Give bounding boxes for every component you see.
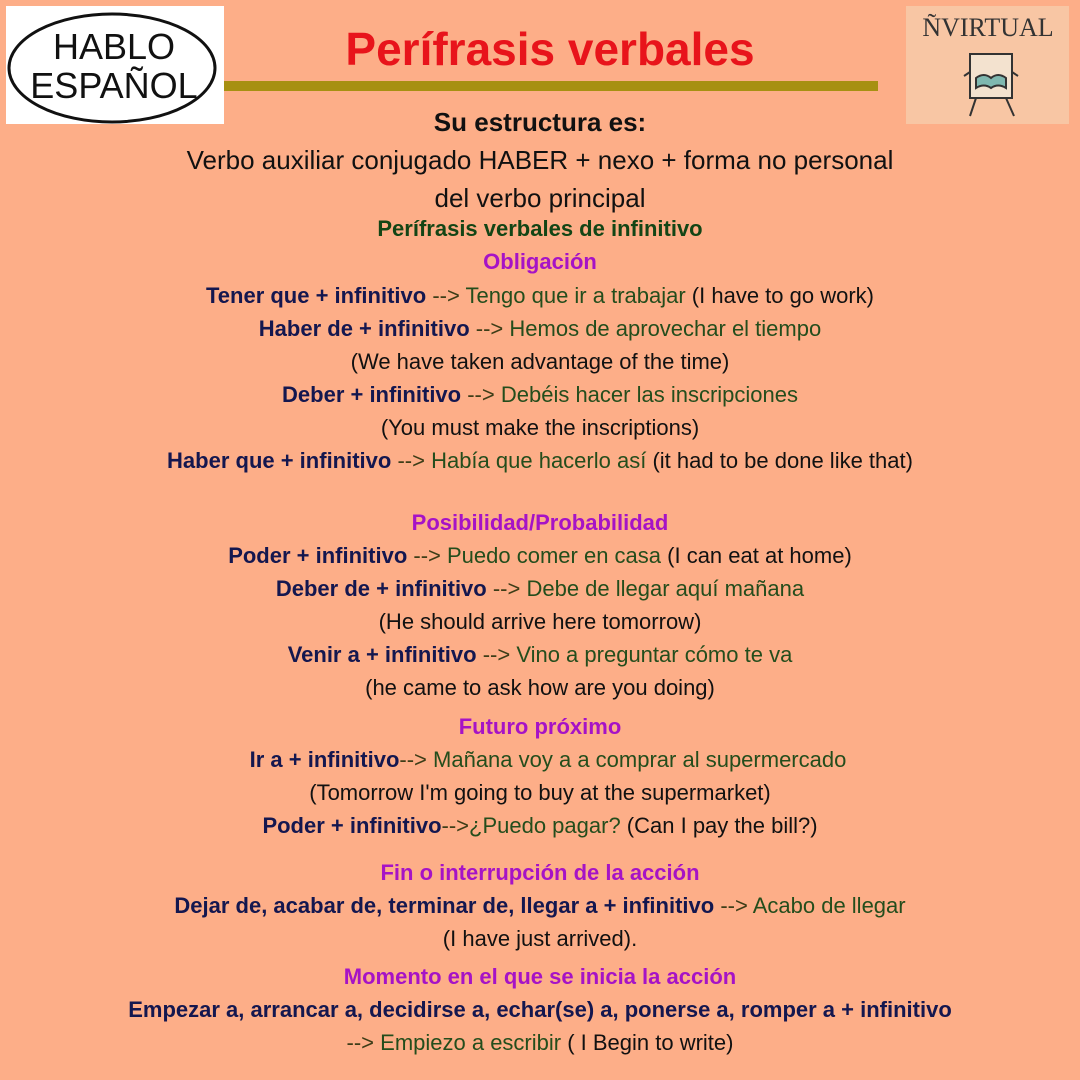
example-row <box>0 1030 1080 1056</box>
arrow: --> <box>476 642 517 667</box>
arrow: --> <box>407 543 447 568</box>
periphrasis-form: Tener que + infinitivo <box>205 283 427 308</box>
spanish-example: Empiezo a escribir <box>380 1030 562 1055</box>
intro-line-1: Verbo auxiliar conjugado HABER + nexo + forma no personal <box>186 145 894 175</box>
periphrasis-form: Haber que + infinitivo <box>167 448 392 473</box>
section-heading-infinitivo: Perífrasis verbales de infinitivo <box>377 216 703 241</box>
english-translation: ( I Begin to write) <box>561 1030 734 1055</box>
arrow: --> <box>486 576 527 601</box>
example-row <box>0 997 1080 1023</box>
spanish-example: Acabo de llegar <box>752 893 906 918</box>
heading-posibilidad: Posibilidad/Probabilidad <box>411 510 669 535</box>
heading-futuro: Futuro próximo <box>458 714 622 739</box>
periphrasis-form: Poder + infinitivo <box>228 543 408 568</box>
english-translation: (Can I pay the bill?) <box>620 813 818 838</box>
english-translation: (Tomorrow I'm going to buy at the supermarket) <box>309 780 771 805</box>
english-translation: (You must make the inscriptions) <box>380 415 700 440</box>
english-translation: (I have just arrived). <box>442 926 638 951</box>
example-row <box>0 813 1080 839</box>
heading-momento: Momento en el que se inicia la acción <box>343 964 737 989</box>
svg-text:HABLO: HABLO <box>52 26 176 67</box>
spanish-example: Debe de llegar aquí mañana <box>526 576 805 601</box>
periphrasis-form: Venir a + infinitivo <box>287 642 477 667</box>
example-row <box>0 893 1080 919</box>
spanish-example: ¿Puedo pagar? <box>469 813 621 838</box>
spanish-example: Puedo comer en casa <box>447 543 662 568</box>
english-translation: (I can eat at home) <box>661 543 852 568</box>
spanish-example: Vino a preguntar cómo te va <box>516 642 793 667</box>
arrow: --> <box>441 813 470 838</box>
svg-text:ESPAÑOL: ESPAÑOL <box>30 65 198 106</box>
example-row <box>0 543 1080 569</box>
arrow: --> <box>346 1030 381 1055</box>
english-translation: (I have to go work) <box>685 283 874 308</box>
spanish-example: Mañana voy a a comprar al supermercado <box>433 747 847 772</box>
spanish-example: Debéis hacer las inscripciones <box>500 382 798 407</box>
intro-line-2: del verbo principal <box>434 183 646 213</box>
english-translation: (he came to ask how are you doing) <box>365 675 715 700</box>
arrow: --> <box>469 316 510 341</box>
arrow: --> <box>426 283 466 308</box>
page-title: Perífrasis verbales <box>345 23 755 75</box>
example-row <box>0 316 1080 342</box>
english-translation: (We have taken advantage of the time) <box>350 349 730 374</box>
periphrasis-form: Ir a + infinitivo <box>249 747 400 772</box>
heading-fin: Fin o interrupción de la acción <box>380 860 700 885</box>
example-row <box>8 747 1080 773</box>
arrow: --> <box>391 448 432 473</box>
spanish-example: Tengo que ir a trabajar <box>465 283 686 308</box>
periphrasis-form: Deber + infinitivo <box>282 382 462 407</box>
arrow: --> <box>461 382 501 407</box>
arrow: --> <box>714 893 753 918</box>
intro-heading: Su estructura es: <box>433 107 647 137</box>
periphrasis-form: Deber de + infinitivo <box>275 576 487 601</box>
example-row <box>0 382 1080 408</box>
spanish-example: Había que hacerlo así <box>431 448 647 473</box>
periphrasis-form: Haber de + infinitivo <box>258 316 470 341</box>
title-underline <box>224 81 878 91</box>
heading-obligacion: Obligación <box>483 249 597 274</box>
spanish-example: Hemos de aprovechar el tiempo <box>509 316 822 341</box>
example-row <box>0 448 1080 474</box>
periphrasis-form: Empezar a, arrancar a, decidirse a, echar(se) a, ponerse a, romper a + infinitivo <box>128 997 952 1022</box>
english-translation: (He should arrive here tomorrow) <box>378 609 702 634</box>
periphrasis-form: Dejar de, acabar de, terminar de, llegar a + infinitivo <box>174 893 715 918</box>
svg-text:ÑVIRTUAL: ÑVIRTUAL <box>922 13 1054 42</box>
example-row <box>0 283 1080 309</box>
english-translation: (it had to be done like that) <box>646 448 913 473</box>
example-row <box>0 576 1080 602</box>
arrow: --> <box>399 747 434 772</box>
periphrasis-form: Poder + infinitivo <box>262 813 442 838</box>
example-row <box>0 642 1080 668</box>
